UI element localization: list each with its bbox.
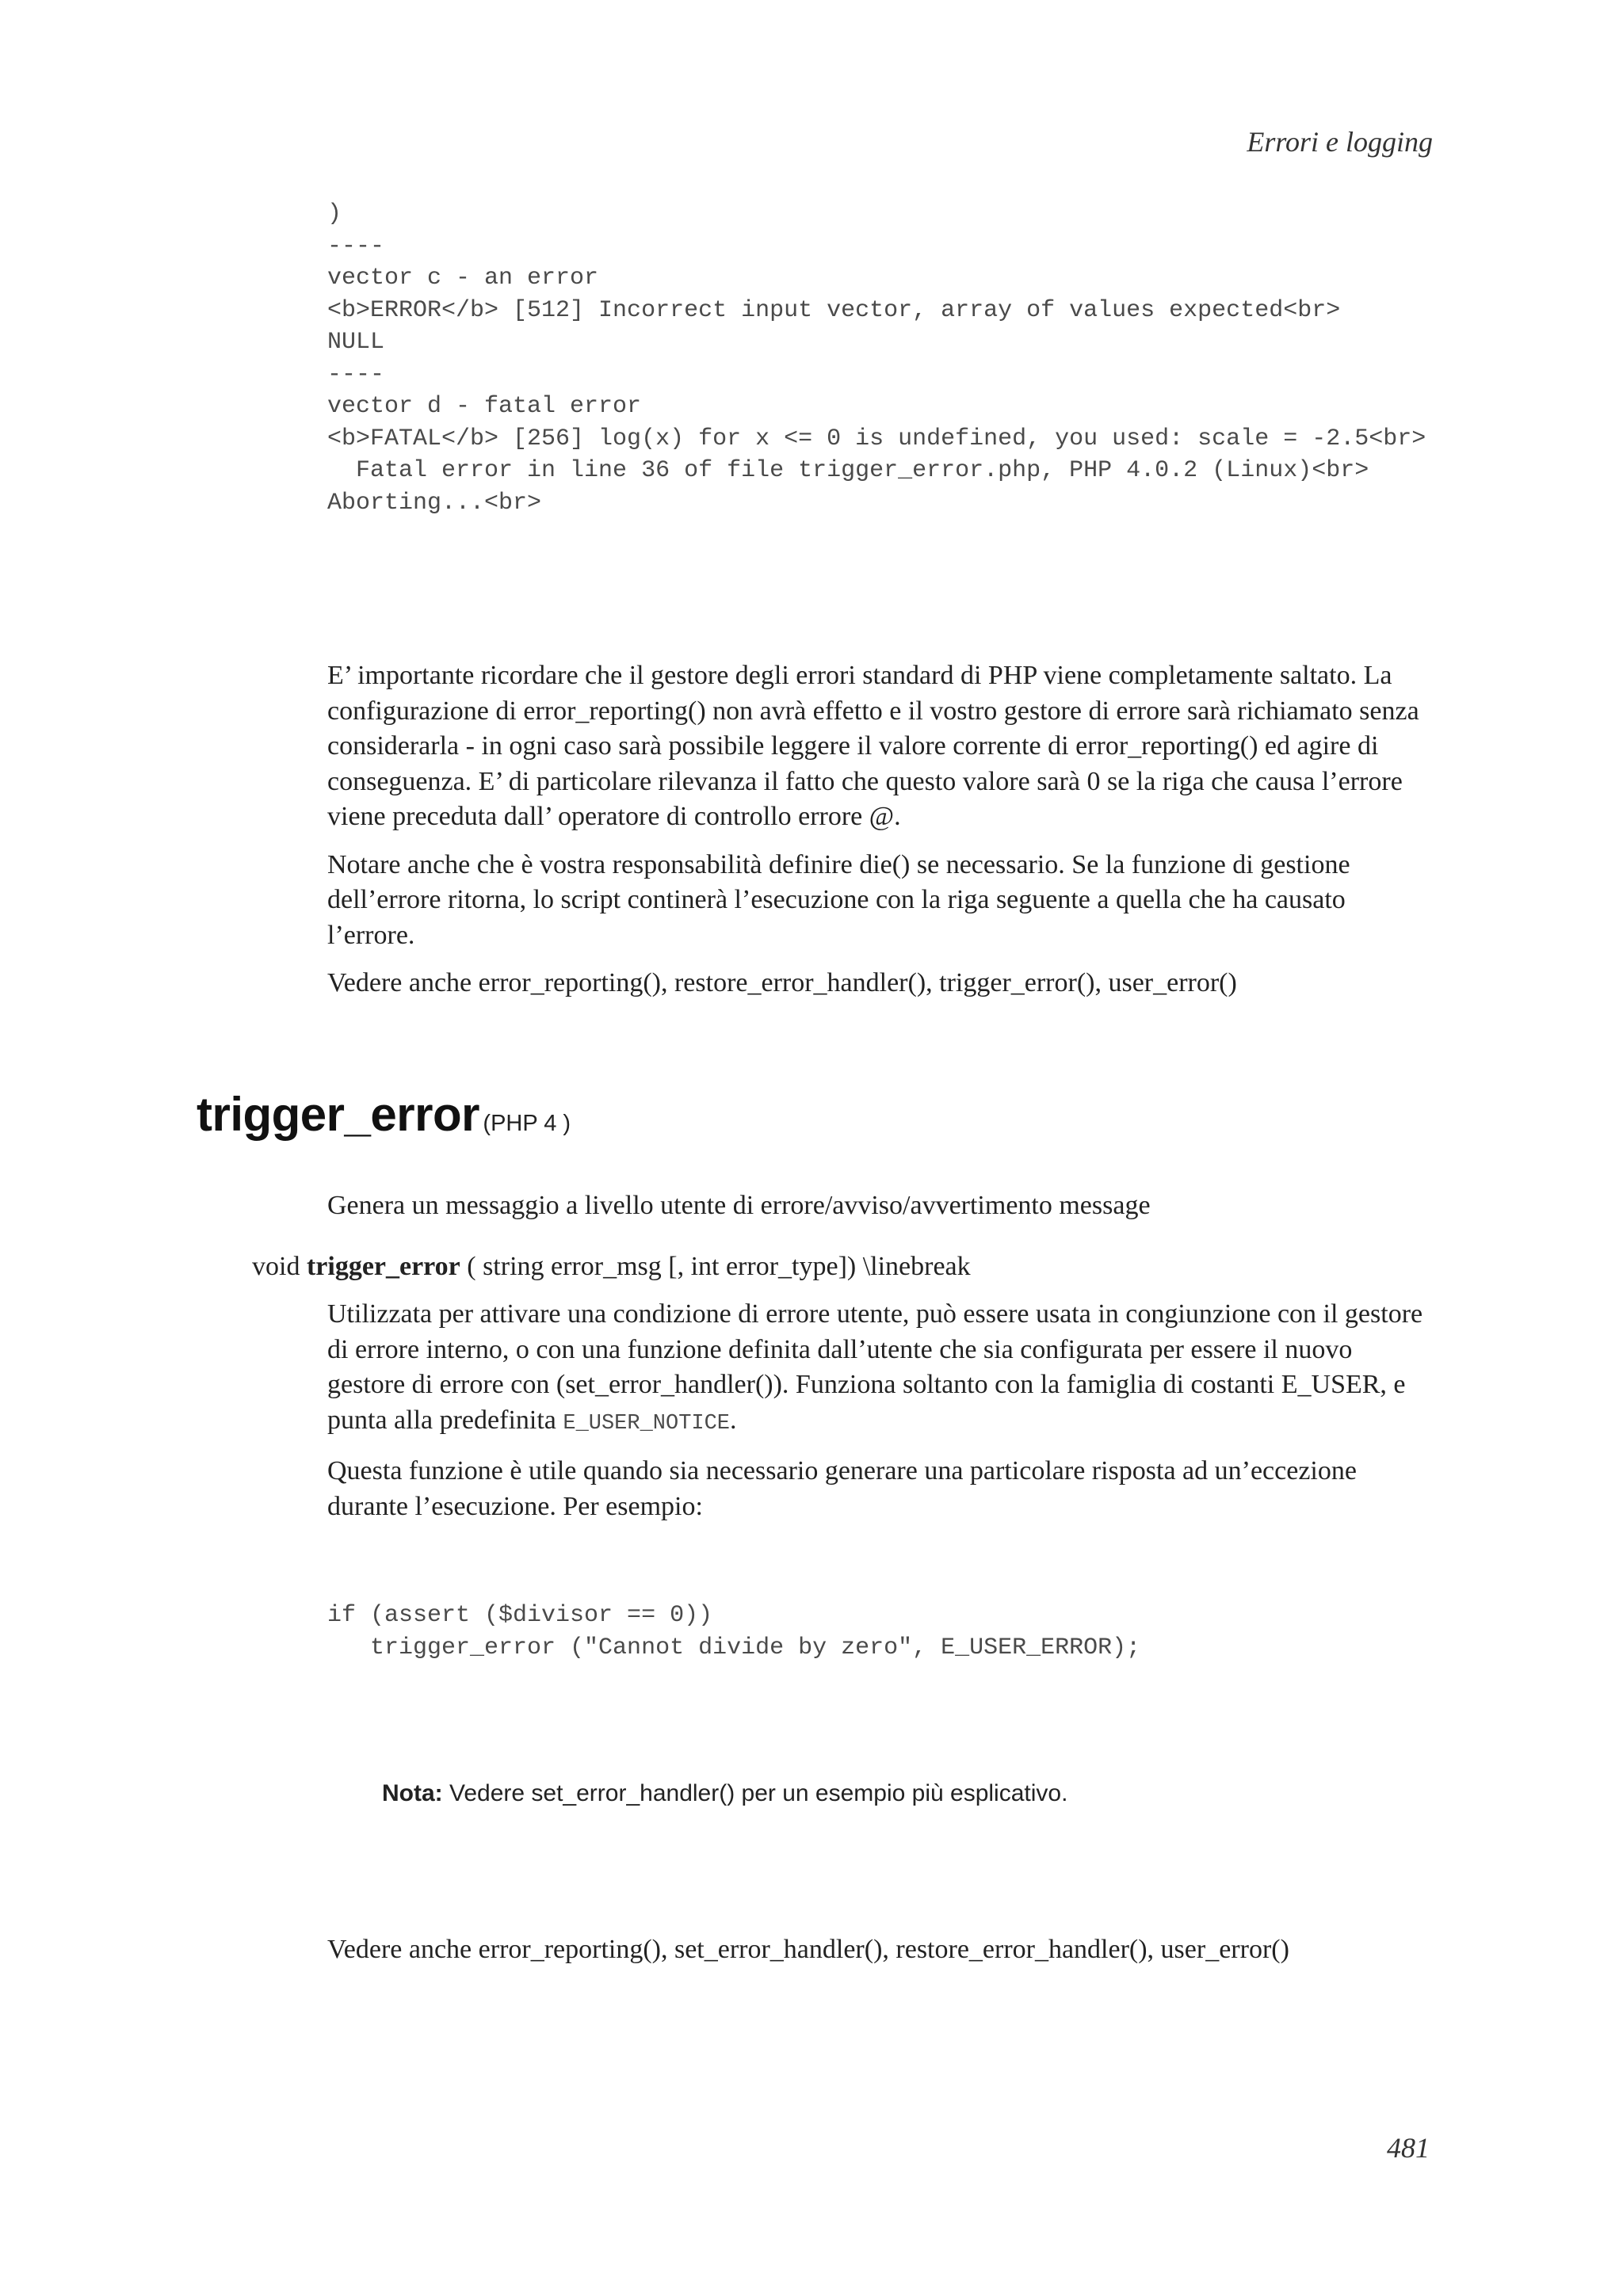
see-also-trigger-error: Vedere anche error_reporting(), set_error_handler(), restore_error_handler(), user_error() <box>327 1935 1289 1964</box>
note-box <box>382 1780 1067 1807</box>
output-line: ) <box>327 200 342 227</box>
synopsis-params: ( string error_msg [, int error_type]) \linebreak <box>467 1252 971 1281</box>
example-code-block <box>327 1600 1140 1664</box>
output-line: <b>ERROR</b> [512] Incorrect input vector, array of values expected<br> <box>327 296 1341 324</box>
code-line: trigger_error ("Cannot divide by zero", E_USER_ERROR); <box>327 1634 1141 1661</box>
code-line: if (assert ($divisor == 0)) <box>327 1602 713 1629</box>
function-name: trigger_error <box>197 1088 479 1141</box>
output-line: Fatal error in line 36 of file trigger_error.php, PHP 4.0.2 (Linux)<br> <box>327 457 1369 484</box>
description-paragraph-2: Questa funzione è utile quando sia necessario generare una particolare risposta ad un’eccezione durante l’esecuzione. Per esempio: <box>327 1456 1357 1521</box>
function-description <box>327 1297 1437 1537</box>
set-error-handler-notes <box>327 658 1437 1014</box>
function-purpose-block <box>327 1188 1437 1237</box>
output-line: Aborting...<br> <box>327 489 542 517</box>
description-end: . <box>730 1405 737 1435</box>
see-also-block <box>327 1932 1437 1981</box>
constant-e-user-notice: E_USER_NOTICE <box>563 1411 731 1436</box>
note-text: Vedere set_error_handler() per un esempio più esplicativo. <box>442 1780 1068 1806</box>
output-line: vector d - fatal error <box>327 393 642 420</box>
description-text: Utilizzata per attivare una condizione di errore utente, può essere usata in congiunzione con il gestore di errore interno, o con una funzione definita dall’utente che sia configurata per essere il nuovo gestore di errore con (set_error_handler()). Funziona soltanto con la famiglia di costanti E_USER, e punta alla predefinita <box>327 1299 1423 1435</box>
function-synopsis <box>252 1252 971 1282</box>
output-line: ---- <box>327 360 385 388</box>
synopsis-function-name: trigger_error <box>306 1252 460 1281</box>
output-line: <b>FATAL</b> [256] log(x) for x <= 0 is undefined, you used: scale = -2.5<br> <box>327 425 1426 452</box>
synopsis-return-type: void <box>252 1252 300 1281</box>
paragraph-error-reporting-note: E’ importante ricordare che il gestore degli errori standard di PHP viene completamente saltato. La configurazione di error_reporting() non avrà effetto e il vostro gestore di errore sarà richiamato senza considerarla - in ogni caso sarà possibile leggere il valore corrente di error_reporting() ed agire di conseguenza. E’ di particolare rilevanza il fatto che questo valore sarà 0 se la riga che causa l’errore viene preceduta dall’ operatore di controllo errore @. <box>327 661 1419 831</box>
output-line: vector c - an error <box>327 265 599 292</box>
page-number: 481 <box>1387 2132 1430 2164</box>
function-heading <box>197 1087 571 1142</box>
output-line: ---- <box>327 232 385 260</box>
paragraph-die-note: Notare anche che è vostra responsabilità definire die() se necessario. Se la funzione di gestione dell’errore ritorna, lo script continerà l’esecuzione con la riga seguente a quella che ha causato l’errore. <box>327 849 1350 950</box>
note-label: Nota: <box>382 1780 443 1806</box>
error-output-block <box>327 198 1426 519</box>
see-also-set-error-handler: Vedere anche error_reporting(), restore_error_handler(), trigger_error(), user_error() <box>327 968 1237 997</box>
output-line: NULL <box>327 329 385 356</box>
function-version: (PHP 4 ) <box>483 1111 571 1136</box>
function-purpose: Genera un messaggio a livello utente di errore/avviso/avvertimento message <box>327 1191 1151 1220</box>
running-head: Errori e logging <box>1247 126 1433 158</box>
description-paragraph-1 <box>327 1297 1437 1441</box>
